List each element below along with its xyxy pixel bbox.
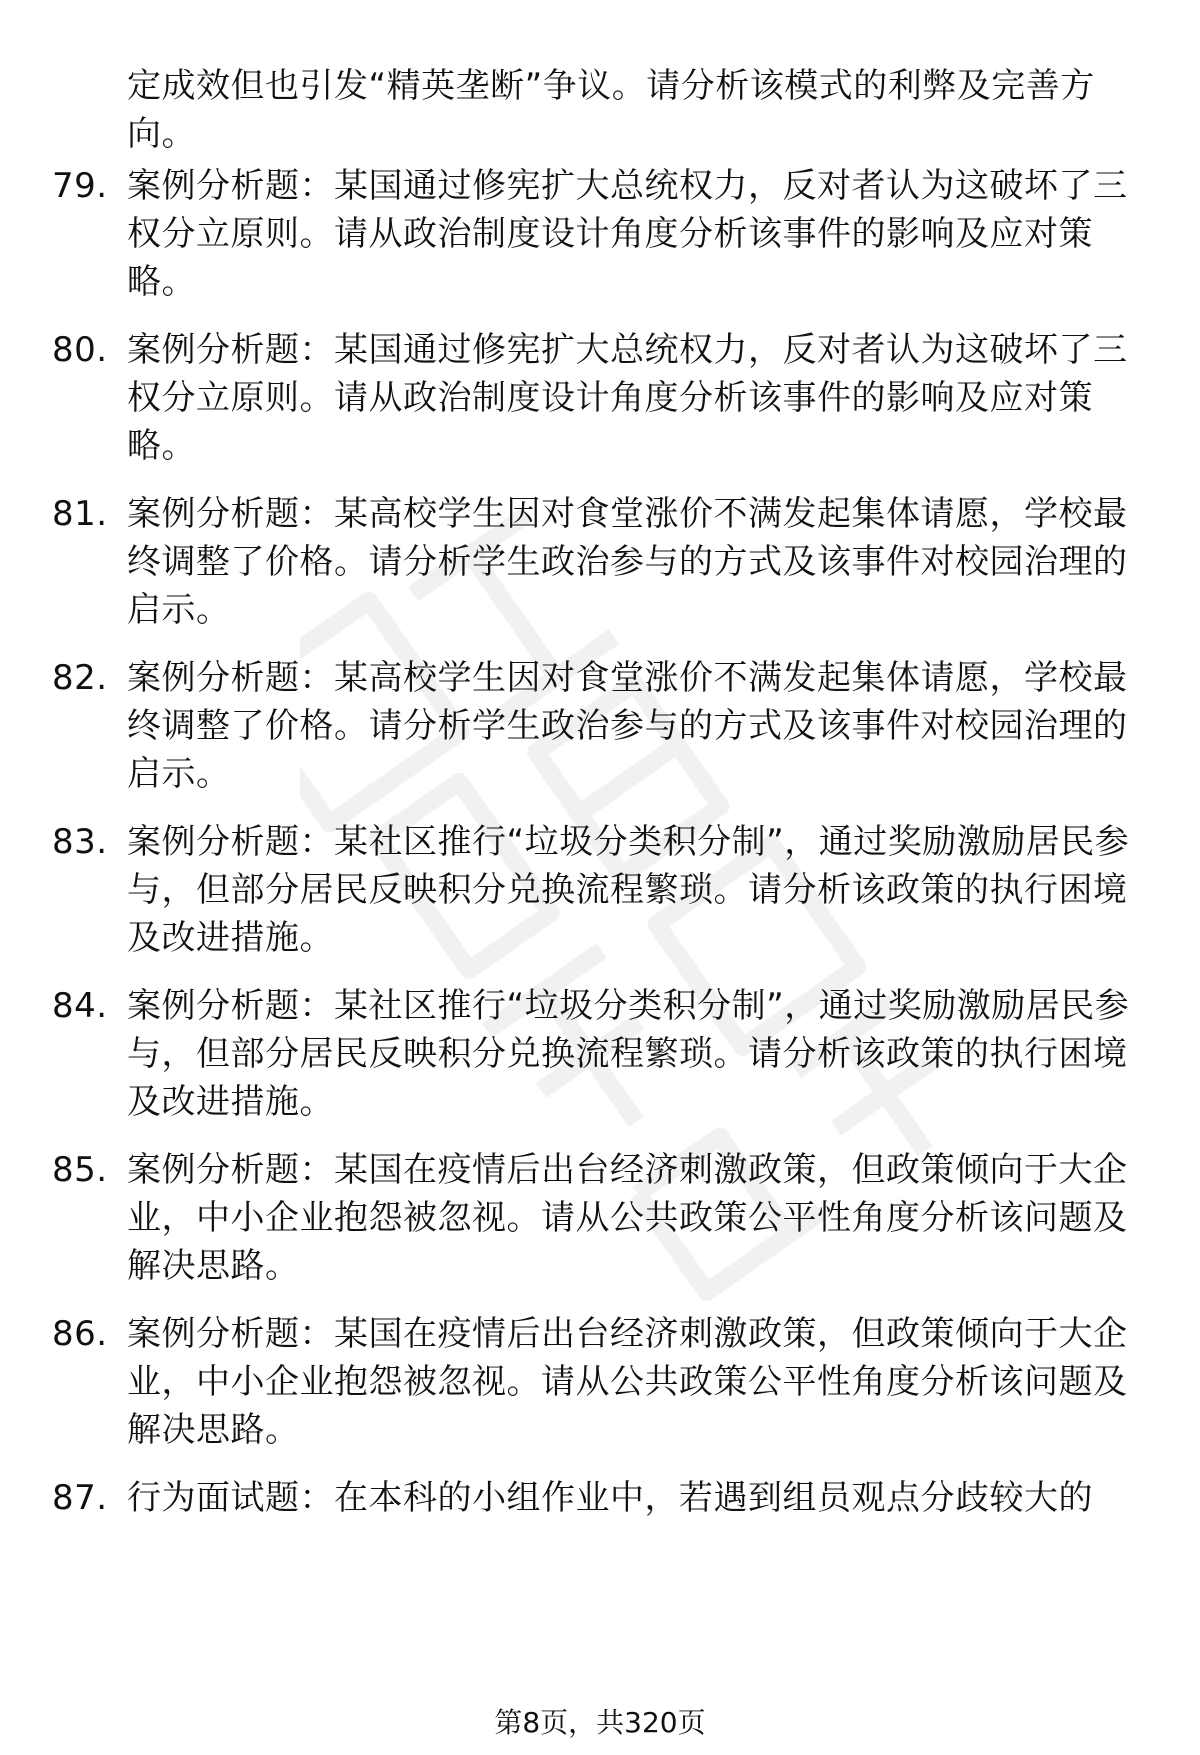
question-number: 87.	[52, 1478, 108, 1518]
question-text: 行为面试题：在本科的小组作业中，若遇到组员观点分歧较大的	[127, 1478, 1093, 1518]
question-text: 案例分析题：某高校学生因对食堂涨价不满发起集体请愿，学校最终调整了价格。请分析学生政治参与的方式及该事件对校园治理的启示。	[127, 658, 1128, 794]
continued-paragraph: 定成效但也引发“精英垄断”争议。请分析该模式的利弊及完善方向。	[127, 66, 1095, 154]
question-number: 86.	[52, 1314, 108, 1354]
question-text: 案例分析题：某高校学生因对食堂涨价不满发起集体请愿，学校最终调整了价格。请分析学生政治参与的方式及该事件对校园治理的启示。	[127, 494, 1128, 630]
question-number: 83.	[52, 822, 108, 862]
question-text: 案例分析题：某社区推行“垃圾分类积分制”，通过奖励激励居民参与，但部分居民反映积分兑换流程繁琐。请分析该政策的执行困境及改进措施。	[127, 986, 1130, 1122]
question-number: 84.	[52, 986, 108, 1026]
question-number: 81.	[52, 494, 108, 534]
question-text: 案例分析题：某国在疫情后出台经济刺激政策，但政策倾向于大企业，中小企业抱怨被忽视。请从公共政策公平性角度分析该问题及解决思路。	[127, 1314, 1128, 1450]
question-text: 案例分析题：某国通过修宪扩大总统权力，反对者认为这破坏了三权分立原则。请从政治制度设计角度分析该事件的影响及应对策略。	[127, 166, 1128, 302]
page-footer: 第8页，共320页	[494, 1706, 706, 1739]
question-number: 79.	[52, 166, 108, 206]
question-number: 85.	[52, 1150, 108, 1190]
question-text: 案例分析题：某社区推行“垃圾分类积分制”，通过奖励激励居民参与，但部分居民反映积分兑换流程繁琐。请分析该政策的执行困境及改进措施。	[127, 822, 1130, 958]
question-number: 82.	[52, 658, 108, 698]
question-text: 案例分析题：某国通过修宪扩大总统权力，反对者认为这破坏了三权分立原则。请从政治制度设计角度分析该事件的影响及应对策略。	[127, 330, 1128, 466]
question-number: 80.	[52, 330, 108, 370]
question-text: 案例分析题：某国在疫情后出台经济刺激政策，但政策倾向于大企业，中小企业抱怨被忽视。请从公共政策公平性角度分析该问题及解决思路。	[127, 1150, 1128, 1286]
